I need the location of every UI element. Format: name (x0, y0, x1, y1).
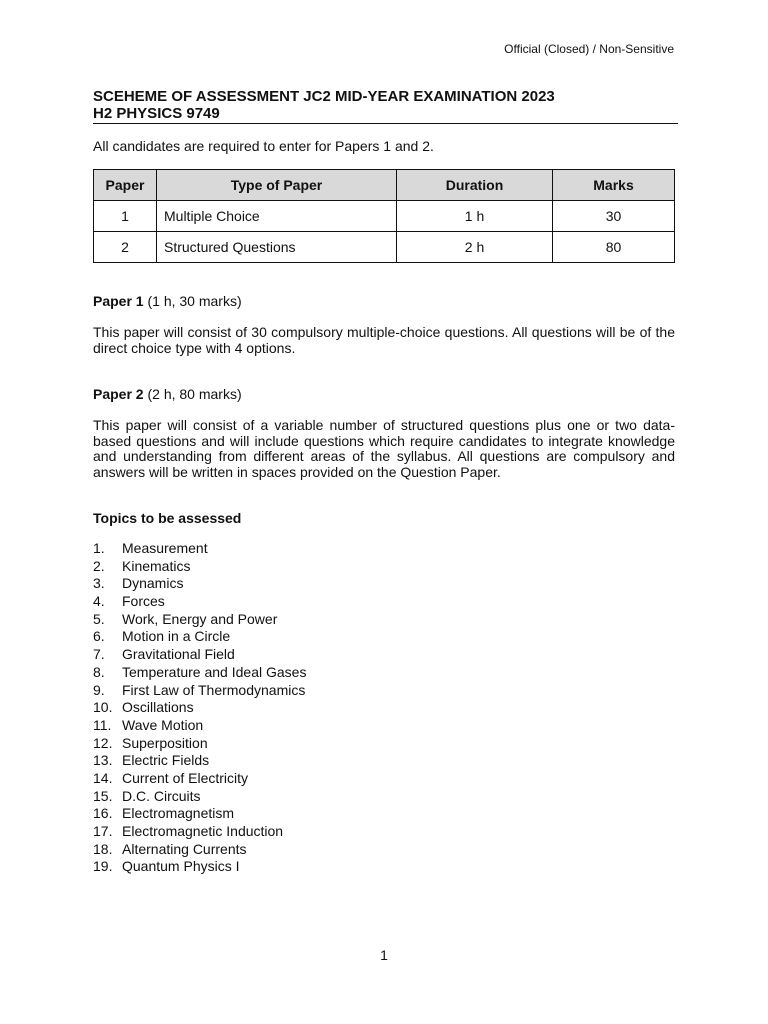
list-item (93, 717, 306, 735)
paper1-label: Paper 1 (93, 293, 144, 309)
document-title (93, 88, 678, 122)
topic-name: Electromagnetism (122, 805, 235, 822)
topic-number: 1. (93, 540, 105, 556)
topic-name: Forces (122, 593, 165, 610)
topic-number: 16. (93, 805, 113, 822)
topic-number: 14. (93, 769, 113, 786)
topic-name: Dynamics (122, 575, 184, 592)
topic-name: First Law of Thermodynamics (122, 681, 306, 698)
list-item (93, 805, 306, 823)
topic-name: Quantum Physics I (122, 858, 240, 875)
table-header-row (94, 170, 675, 201)
paper1-detail: (1 h, 30 marks) (147, 293, 242, 309)
topic-number: 15. (93, 787, 113, 804)
list-item (93, 682, 306, 700)
header-duration: Duration (397, 170, 553, 201)
cell-paper: 2 (94, 232, 157, 263)
list-item (93, 770, 306, 788)
cell-type: Multiple Choice (157, 201, 397, 232)
topic-name: Oscillations (122, 699, 194, 716)
list-item (93, 841, 306, 859)
topic-name: Gravitational Field (122, 646, 235, 663)
topic-name: Temperature and Ideal Gases (122, 663, 307, 680)
cell-marks: 30 (553, 201, 675, 232)
paper1-description: This paper will consist of 30 compulsory multiple-choice questions. All questions will be of the direct choice type with 4 options. (93, 324, 675, 356)
topic-name: Kinematics (122, 557, 191, 574)
cell-marks: 80 (553, 232, 675, 263)
cell-duration: 2 h (397, 232, 553, 263)
topic-name: Superposition (122, 734, 208, 751)
topic-number: 7. (93, 646, 105, 663)
cell-paper: 1 (94, 201, 157, 232)
topic-name: Alternating Currents (122, 840, 247, 857)
header-type: Type of Paper (157, 170, 397, 201)
paper2-detail: (2 h, 80 marks) (147, 386, 242, 402)
paper2-heading (93, 386, 242, 402)
list-item (93, 558, 306, 576)
topic-name: Work, Energy and Power (122, 610, 278, 627)
topic-number: 3. (93, 575, 105, 592)
title-divider (93, 123, 678, 124)
topic-number: 12. (93, 734, 113, 751)
topic-number: 13. (93, 752, 113, 769)
topic-number: 4. (93, 593, 105, 610)
topic-number: 18. (93, 840, 113, 857)
title-line-2: H2 PHYSICS 9749 (93, 105, 220, 122)
paper2-description: This paper will consist of a variable number of structured questions plus one or two data-based questions and will include questions which require candidates to integrate knowledge and understanding from different areas of the syllabus. All questions are compulsory and answers will be written in spaces provided on the Question Paper. (93, 417, 675, 480)
list-item (93, 611, 306, 629)
list-item (93, 788, 306, 806)
topic-number: 9. (93, 681, 105, 698)
table-row (94, 232, 675, 263)
papers-table (93, 169, 675, 263)
topic-number: 17. (93, 823, 113, 839)
topic-number: 5. (93, 610, 105, 627)
list-item (93, 699, 306, 717)
list-item (93, 735, 306, 753)
list-item (93, 823, 306, 841)
topic-number: 11. (93, 716, 112, 733)
list-item (93, 593, 306, 611)
list-item (93, 752, 306, 770)
list-item (93, 646, 306, 664)
topic-name: Measurement (122, 540, 208, 556)
topic-number: 6. (93, 628, 105, 645)
title-line-1: SCEHEME OF ASSESSMENT JC2 MID-YEAR EXAMINATION 2023 (93, 88, 555, 105)
cell-duration: 1 h (397, 201, 553, 232)
list-item (93, 664, 306, 682)
topic-number: 19. (93, 858, 113, 875)
topic-number: 10. (93, 699, 113, 716)
topic-name: Current of Electricity (122, 769, 249, 786)
list-item (93, 575, 306, 593)
header-marks: Marks (553, 170, 675, 201)
list-item (93, 628, 306, 646)
topics-heading: Topics to be assessed (93, 510, 242, 526)
topics-list (93, 540, 306, 876)
topic-name: Electric Fields (122, 752, 210, 769)
classification-label: Official (Closed) / Non-Sensitive (504, 42, 674, 56)
table-row (94, 201, 675, 232)
page-number: 1 (380, 947, 388, 963)
topic-name: Motion in a Circle (122, 628, 231, 645)
topic-name: D.C. Circuits (122, 787, 201, 804)
paper2-label: Paper 2 (93, 386, 144, 402)
list-item (93, 540, 306, 558)
intro-text: All candidates are required to enter for Papers 1 and 2. (93, 138, 434, 154)
topic-number: 2. (93, 557, 105, 574)
cell-type: Structured Questions (157, 232, 397, 263)
topic-name: Electromagnetic Induction (122, 823, 284, 839)
header-paper: Paper (94, 170, 157, 201)
paper1-heading (93, 293, 242, 309)
list-item (93, 858, 306, 876)
topic-name: Wave Motion (122, 716, 204, 733)
topic-number: 8. (93, 663, 105, 680)
